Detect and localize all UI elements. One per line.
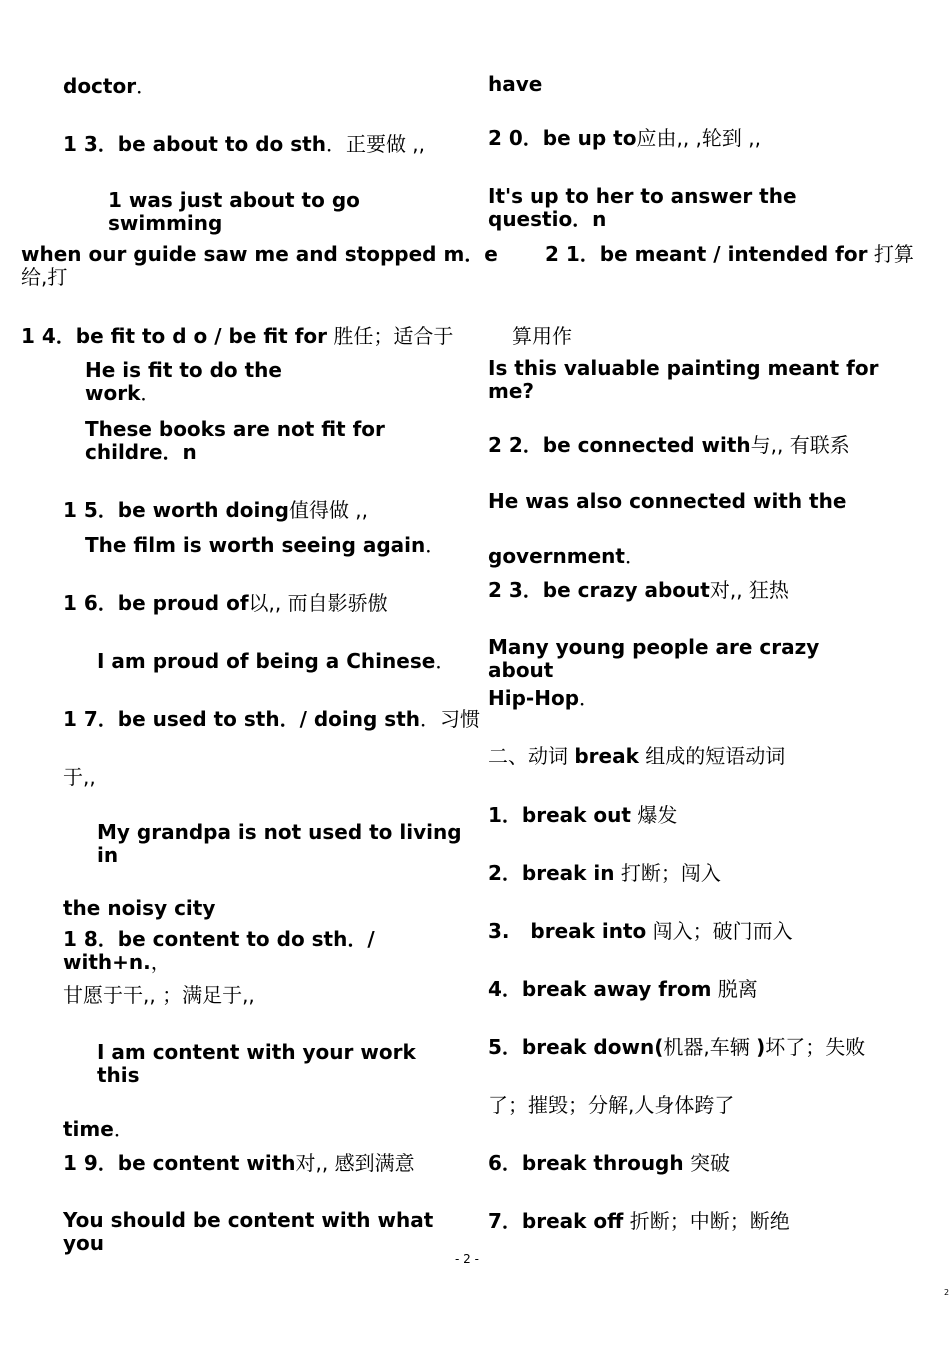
phrase-20-heading: 2 0．be up to应由,, ,轮到 ,,	[488, 126, 761, 150]
phrase-17-meaning: 于,,	[63, 765, 96, 789]
corner-mark: 2	[944, 1288, 950, 1297]
example-17: My grandpa is not used to living in	[97, 820, 462, 867]
line-have: have	[488, 72, 543, 96]
phrase-21-meaning: 算用作	[512, 324, 572, 348]
line-give-hit: 给,打	[21, 265, 68, 289]
phrase-21-heading: 2 1．be meant / intended for 打算	[545, 242, 914, 266]
example-16: I am proud of being a Chinese．	[97, 649, 456, 673]
line-doctor: doctor．	[63, 74, 157, 98]
phrase-17-heading: 1 7．be used to sth．/ doing sth．习惯	[63, 707, 480, 731]
phrase-13-heading: 1 3．be about to do sth．正要做 ,,	[63, 132, 426, 156]
example-13: 1 was just about to go swimming	[108, 188, 360, 235]
example-14a: He is fit to do the work．	[85, 358, 282, 405]
section-heading-break: 二、动词 break 组成的短语动词	[488, 744, 786, 768]
example-18-continued: time．	[63, 1117, 134, 1141]
example-19: You should be content with what you	[63, 1208, 434, 1255]
break-item-4: 4．break away from 脱离	[488, 977, 758, 1001]
phrase-23-heading: 2 3．be crazy about对,, 狂热	[488, 578, 789, 602]
phrase-14-heading: 1 4．be fit to d o / be fit for 胜任；适合于	[21, 324, 454, 348]
phrase-18-meaning: 甘愿于干,, ；满足于,,	[63, 983, 255, 1007]
example-23: Many young people are crazy about	[488, 635, 820, 682]
example-22: He was also connected with the	[488, 489, 847, 513]
phrase-16-heading: 1 6．be proud of以,, 而自影骄傲	[63, 591, 388, 615]
phrase-15-heading: 1 5．be worth doing值得做 ,,	[63, 498, 369, 522]
break-item-1: 1．break out 爆发	[488, 803, 678, 827]
phrase-18-heading: 1 8．be content to do sth．/ with+n.，	[63, 927, 375, 974]
break-item-3: 3. break into 闯入；破门而入	[488, 919, 793, 943]
example-23-continued: Hip-Hop．	[488, 686, 600, 710]
example-17-continued: the noisy city	[63, 896, 216, 920]
break-item-5: 5．break down(机器,车辆 )坏了；失败	[488, 1035, 866, 1059]
page-number: - 2 -	[455, 1252, 479, 1266]
example-15: The film is worth seeing again．	[85, 533, 446, 557]
example-22-continued: government．	[488, 544, 645, 568]
phrase-22-heading: 2 2．be connected with与,, 有联系	[488, 433, 850, 457]
break-item-7: 7．break off 折断；中断；断绝	[488, 1209, 790, 1233]
phrase-19-heading: 1 9．be content with对,, 感到满意	[63, 1151, 415, 1175]
example-14b: These books are not fit for childre．n	[85, 417, 385, 464]
break-item-5-continued: 了；摧毁；分解,人身体跨了	[488, 1093, 735, 1117]
example-13-continued: when our guide saw me and stopped m．e	[21, 242, 498, 266]
example-18: I am content with your work this	[97, 1040, 416, 1087]
break-item-6: 6．break through 突破	[488, 1151, 730, 1175]
example-20: It's up to her to answer the questio．n	[488, 184, 797, 231]
break-item-2: 2．break in 打断；闯入	[488, 861, 721, 885]
example-21: Is this valuable painting meant for me?	[488, 356, 879, 403]
